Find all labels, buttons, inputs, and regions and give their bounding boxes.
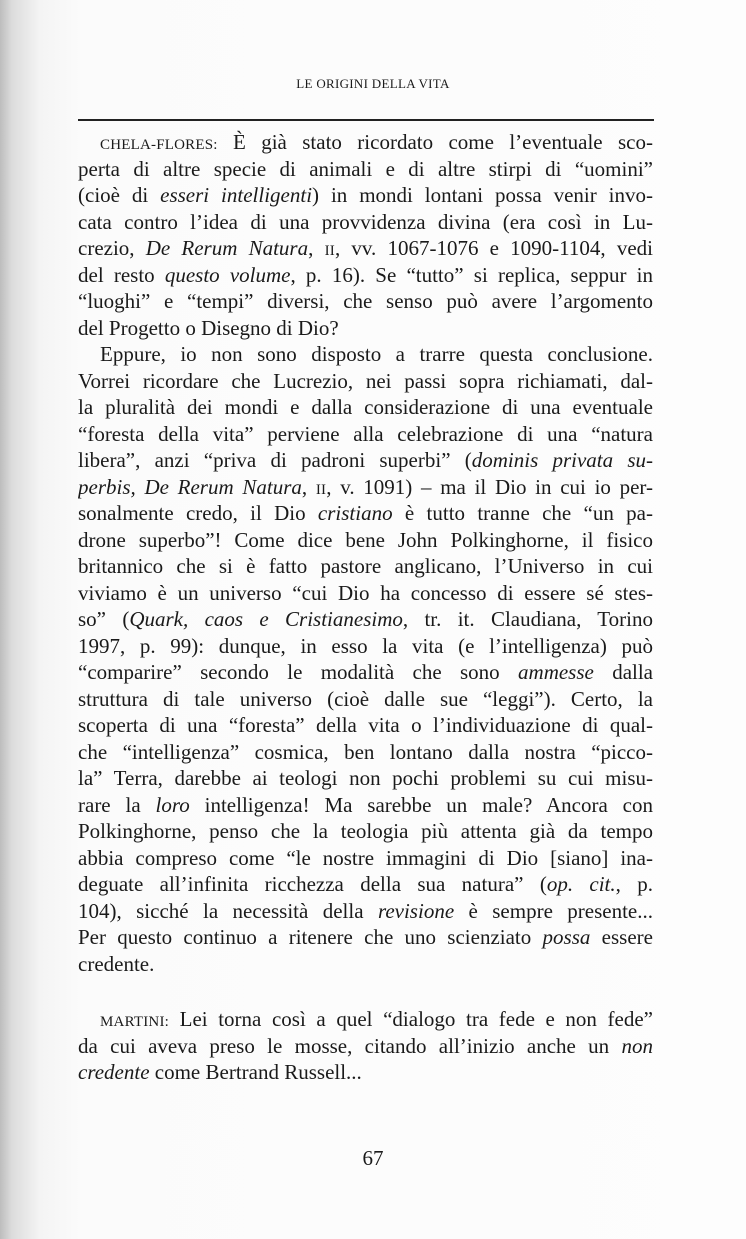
text-line [78, 235, 653, 262]
text-line [78, 739, 653, 766]
text-segment: del resto [78, 262, 165, 287]
text-segment: “foresta della vita” perviene alla celebrazione di una “natura [78, 421, 653, 446]
text-segment: , p. [615, 872, 653, 896]
italic-text: ammesse [518, 660, 594, 684]
italic-text: loro [155, 792, 190, 817]
text-line [78, 553, 653, 580]
text-segment: “comparire” secondo le modalità che sono [78, 660, 519, 684]
text-segment: è tutto tranne che “un pa- [392, 501, 653, 525]
text-segment: ) in mondi lontani possa venir invo- [312, 183, 653, 207]
text-line [78, 447, 653, 474]
text-segment: perta di altre specie di animali e di altre stirpi di “uomini” [78, 156, 653, 181]
text-segment: , [301, 474, 316, 499]
text-segment: Eppure, io non sono disposto a trarre questa conclusione. [100, 342, 653, 366]
text-line [78, 580, 653, 607]
italic-text: op. cit. [546, 872, 616, 896]
text-line [78, 368, 653, 395]
text-segment: britannico che si è fatto pastore anglicano, l’Universo in cui [78, 554, 653, 578]
italic-text: De Rerum Natura [145, 236, 309, 260]
text-segment: Lei torna così a quel “dialogo tra fede e non fede” [169, 1007, 653, 1031]
text-segment: , vv. 1067-1076 e 1090-1104, vedi [334, 236, 653, 260]
text-line [78, 182, 653, 209]
text-segment: (cioè di [78, 183, 161, 207]
text-segment: cata contro l’idea di una provvidenza divina (era così in Lu- [78, 209, 653, 234]
text-line [78, 871, 653, 898]
running-header: LE ORIGINI DELLA VITA [296, 76, 450, 91]
italic-text: non [621, 1033, 653, 1058]
text-segment: 1997, p. 99): dunque, in esso la vita (e l’intelligenza) può [78, 633, 653, 658]
page-number: 67 [362, 1146, 384, 1170]
text-line [78, 898, 653, 925]
text-segment: come Bertrand Russell... [149, 1060, 362, 1084]
italic-text: perbis, De Rerum Natura [78, 474, 302, 499]
text-segment: Per questo continuo a ritenere che uno scienziato [78, 925, 543, 949]
text-line [78, 845, 653, 872]
text-segment: È già stato ricordato come l’eventuale sco- [217, 130, 653, 154]
text-segment: abbia compreso come “le nostre immagini di Dio [siano] ina- [78, 845, 653, 870]
text-segment: credente. [78, 951, 155, 976]
text-segment: so” ( [78, 607, 130, 631]
text-line [78, 792, 653, 819]
page-body [78, 129, 653, 1086]
italic-text: possa [542, 925, 591, 949]
text-line [78, 1059, 653, 1086]
speaker-name: II [324, 243, 335, 259]
italic-text: Quark, caos e Cristianesimo [129, 607, 403, 631]
text-segment: essere [590, 925, 653, 949]
italic-text: questo volume [164, 262, 291, 287]
paragraph [78, 341, 653, 977]
text-line [78, 156, 653, 183]
italic-text: cristiano [317, 501, 393, 525]
text-line [78, 1006, 653, 1033]
paragraph-gap [78, 977, 653, 1006]
text-line [78, 288, 653, 315]
text-segment: , v. 1091) – ma il Dio in cui io per- [326, 474, 653, 499]
text-segment: dalla [593, 660, 653, 684]
text-segment: struttura di tale universo (cioè dalle sue “leggi”). Certo, la [78, 686, 653, 711]
text-segment: libera”, anzi “priva di padroni superbi” ( [78, 448, 472, 472]
text-segment: viviamo è un universo “cui Dio ha concesso di essere sé stes- [78, 580, 653, 605]
text-line [78, 686, 653, 713]
text-line [78, 765, 653, 792]
text-segment: scoperta di una “foresta” della vita o l’individuazione di qual- [78, 713, 653, 737]
speaker-name: CHELA-FLORES: [100, 137, 218, 153]
text-segment: intelligenza! Ma sarebbe un male? Ancora con [189, 792, 653, 817]
italic-text: dominis privata su- [471, 448, 653, 472]
italic-text: esseri intelligenti [160, 183, 313, 207]
text-line [78, 712, 653, 739]
text-segment: , tr. it. Claudiana, Torino [402, 607, 653, 631]
text-segment: che “intelligenza” cosmica, ben lontano dalla nostra “picco- [78, 739, 653, 764]
text-line [78, 341, 653, 368]
text-segment: crezio, [78, 236, 146, 260]
text-segment: “luoghi” e “tempi” diversi, che senso può avere l’argomento [78, 289, 653, 313]
speaker-name: MARTINI: [100, 1014, 170, 1030]
text-segment: 104), sicché la necessità della [78, 898, 378, 923]
paragraph [78, 129, 653, 341]
text-segment: drone superbo”! Come dice bene John Polkinghorne, il fisico [78, 527, 653, 552]
text-line [78, 500, 653, 527]
speaker-name: II [315, 481, 327, 498]
text-line [78, 209, 653, 236]
italic-text: revisione [377, 898, 455, 923]
text-line [78, 421, 653, 448]
paragraph [78, 1006, 653, 1086]
text-segment: Polkinghorne, penso che la teologia più attenta già da tempo [78, 819, 653, 843]
text-line [78, 315, 653, 342]
text-segment: , p. 16). Se “tutto” si replica, seppur in [290, 262, 653, 287]
text-segment: sonalmente credo, il Dio [78, 501, 318, 525]
text-line [78, 606, 653, 633]
italic-text: credente [78, 1060, 150, 1084]
text-line [78, 527, 653, 554]
text-segment: deguate all’infinita ricchezza della sua natura” ( [78, 872, 547, 896]
text-line [78, 129, 653, 156]
text-line [78, 262, 653, 289]
text-line [78, 924, 653, 951]
text-segment: , [308, 236, 325, 260]
text-line [78, 1033, 653, 1060]
text-line [78, 633, 653, 660]
text-segment: la” Terra, darebbe ai teologi non pochi problemi su cui misu- [78, 766, 653, 790]
text-line [78, 474, 653, 501]
text-line [78, 951, 653, 978]
text-segment: del Progetto o Disegno di Dio? [78, 315, 339, 340]
header-rule [78, 119, 654, 121]
text-line [78, 818, 653, 845]
text-segment: la pluralità dei mondi e dalla considerazione di una eventuale [78, 395, 653, 419]
text-line [78, 394, 653, 421]
text-segment: è sempre presente... [454, 898, 653, 923]
text-line [78, 659, 653, 686]
text-segment: rare la [78, 792, 156, 817]
text-segment: Vorrei ricordare che Lucrezio, nei passi sopra richiamati, dal- [78, 368, 653, 393]
text-segment: da cui aveva preso le mosse, citando all’inizio anche un [78, 1033, 622, 1058]
